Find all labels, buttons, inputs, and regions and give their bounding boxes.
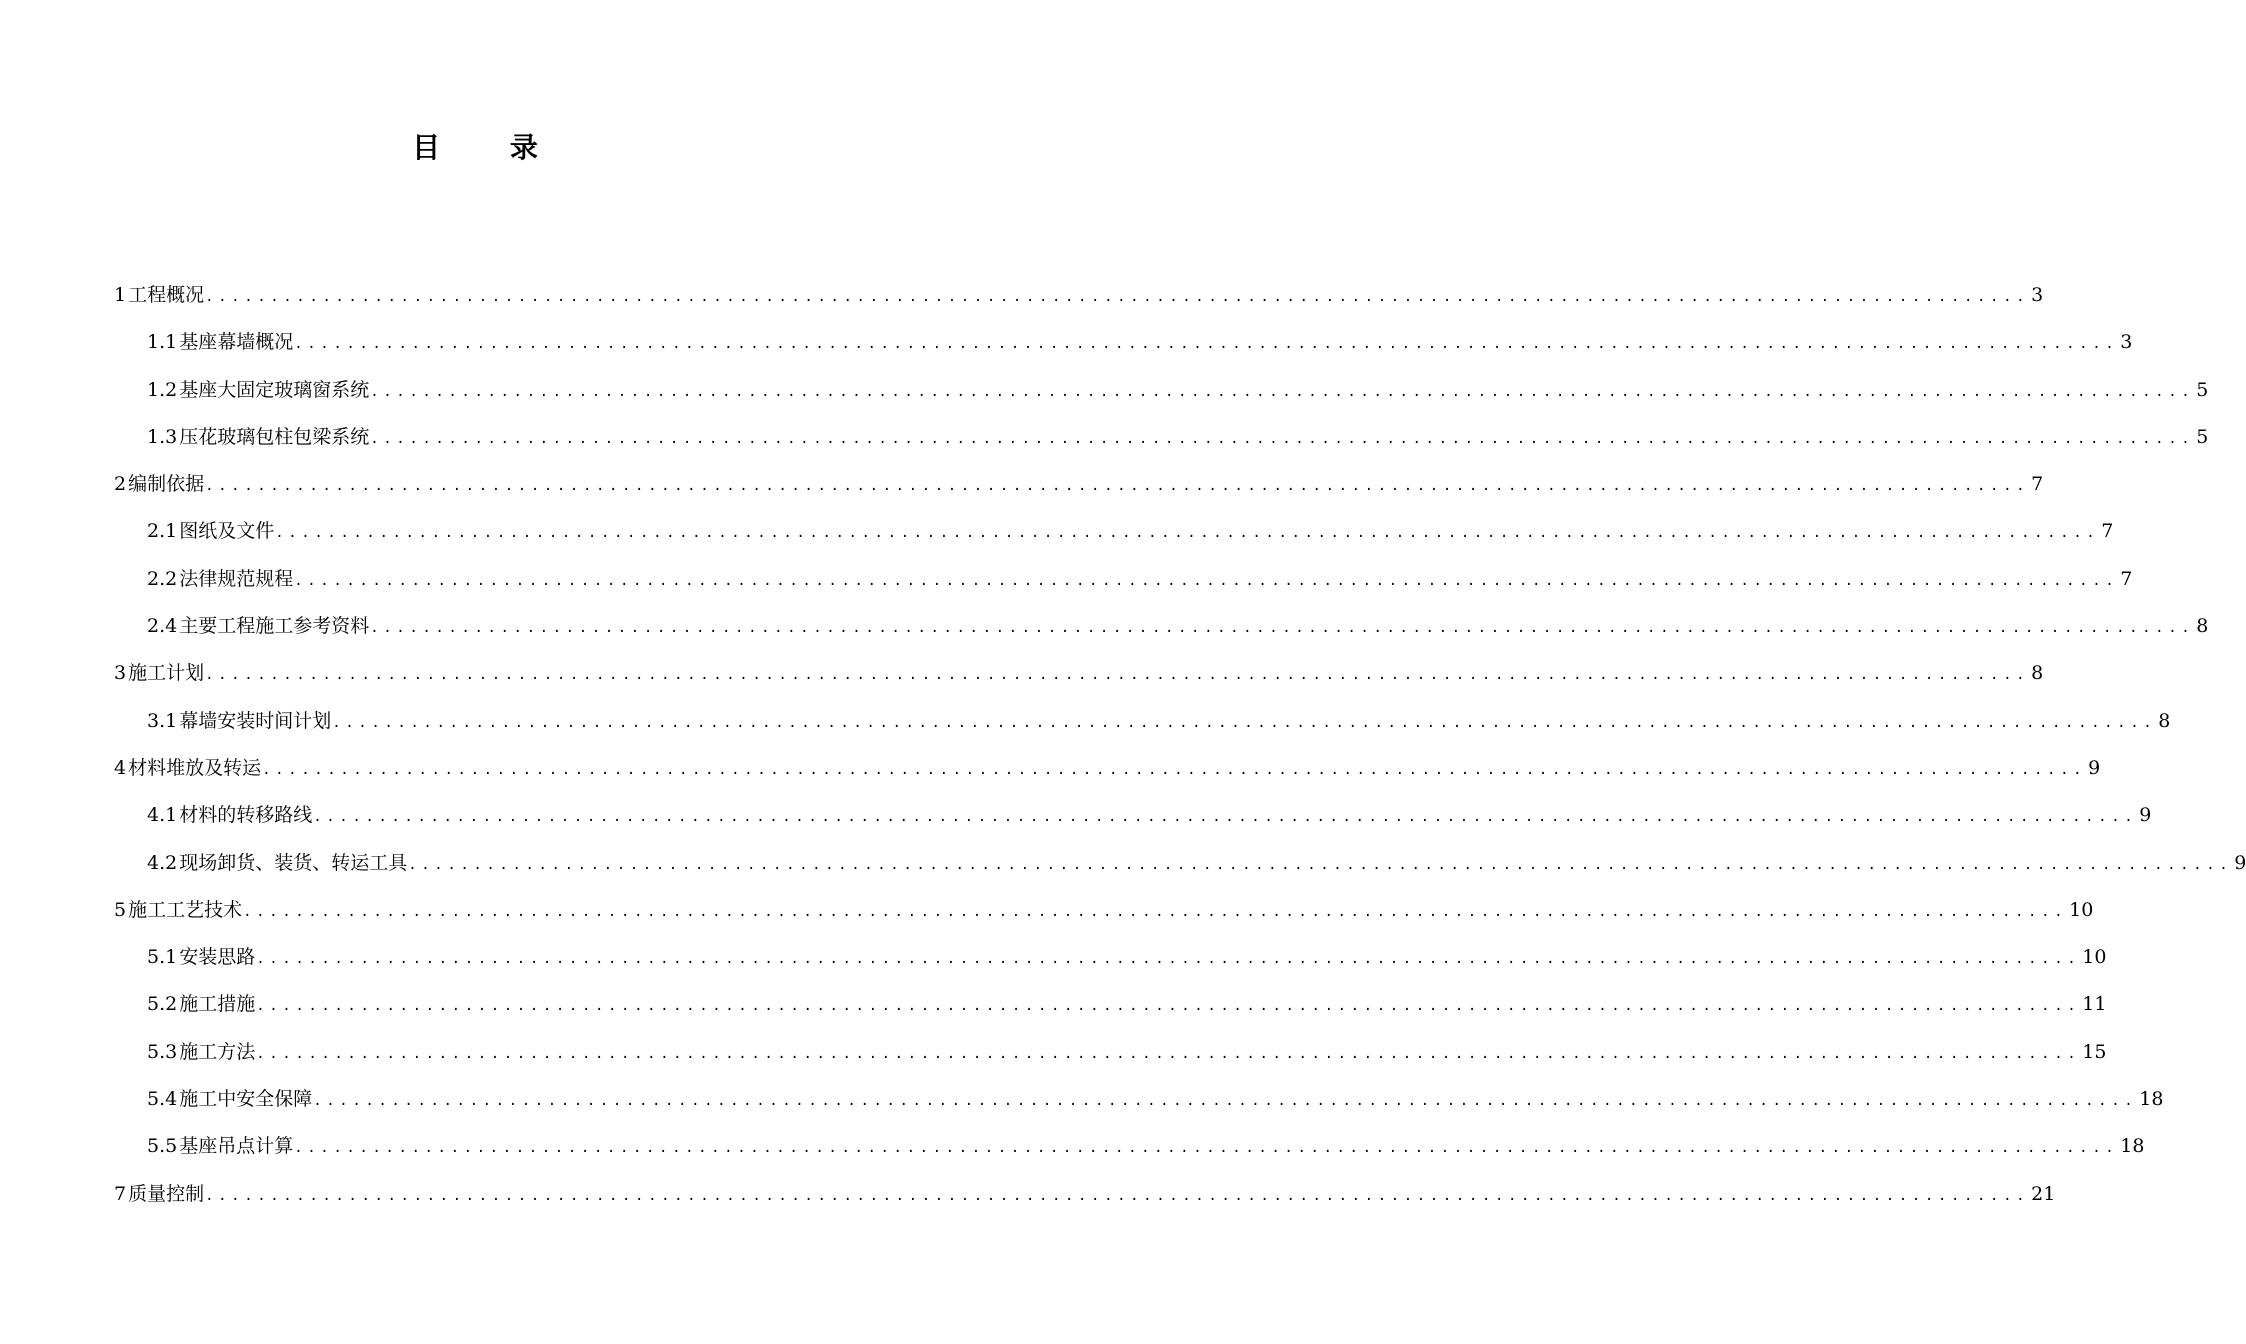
toc-entry-number: 5.2: [147, 993, 178, 1016]
toc-entry-number: 3: [114, 662, 127, 685]
toc-entry-page: 3: [2120, 331, 2133, 354]
toc-entry[interactable]: [114, 745, 2101, 792]
toc-leader-dots: ............................................................................................................................................: [256, 951, 2081, 968]
toc-entry-page: 11: [2082, 993, 2107, 1016]
toc-entry-title: 施工方法: [179, 1040, 256, 1063]
toc-entry-title: 施工措施: [179, 993, 256, 1016]
toc-entry[interactable]: [114, 1123, 2145, 1170]
toc-entry[interactable]: [114, 508, 2114, 555]
toc-entry-number: 5: [114, 898, 127, 921]
toc-leader-dots: ............................................................................................................................................: [370, 620, 2195, 637]
toc-entry[interactable]: [114, 934, 2107, 981]
toc-entry[interactable]: [114, 461, 2044, 508]
toc-entry-page: 7: [2120, 567, 2133, 590]
toc-entry-number: 2.1: [147, 520, 178, 543]
toc-entry-label: [147, 367, 369, 414]
toc-leader-dots: ............................................................................................................................................: [243, 903, 2068, 920]
toc-entry-label: [114, 650, 204, 697]
toc-entry-label: [147, 981, 255, 1028]
toc-entry-label: [114, 272, 204, 319]
toc-entry-page: 18: [2139, 1088, 2164, 1111]
toc-entry-label: [147, 556, 293, 603]
toc-entry[interactable]: [114, 698, 2171, 745]
toc-entry-page: 8: [2031, 662, 2044, 685]
toc-entry-number: 1.1: [147, 331, 178, 354]
toc-entry-title: 施工工艺技术: [128, 898, 243, 921]
toc-entry-page: 9: [2088, 756, 2101, 779]
toc-entry-label: [147, 840, 407, 887]
toc-leader-dots: ............................................................................................................................................: [408, 856, 2233, 873]
toc-entry-title: 主要工程施工参考资料: [179, 615, 370, 638]
toc-leader-dots: ............................................................................................................................................: [275, 525, 2100, 542]
toc-title: 目 录: [412, 131, 568, 164]
toc-entry[interactable]: [114, 603, 2209, 650]
toc-entry[interactable]: [114, 272, 2044, 319]
toc-entry[interactable]: [114, 1171, 2056, 1218]
toc-leader-dots: ............................................................................................................................................: [313, 1093, 2138, 1110]
toc-entry-number: 4: [114, 756, 127, 779]
toc-entry[interactable]: [114, 1029, 2107, 1076]
toc-entry-label: [114, 1171, 204, 1218]
toc-entry-title: 施工计划: [128, 662, 205, 685]
toc-entry[interactable]: [114, 650, 2044, 697]
toc-leader-dots: ............................................................................................................................................: [205, 667, 2030, 684]
toc-entry-label: [147, 698, 331, 745]
toc-entry-label: [114, 887, 242, 934]
toc-entry[interactable]: [114, 556, 2133, 603]
toc-entry[interactable]: [114, 887, 2094, 934]
toc-entry-title: 编制依据: [128, 473, 205, 496]
toc-leader-dots: ............................................................................................................................................: [294, 336, 2119, 353]
toc-entry-page: 15: [2082, 1040, 2107, 1063]
toc-entry-page: 9: [2139, 804, 2152, 827]
toc-entry-label: [147, 319, 293, 366]
toc-entry[interactable]: [114, 981, 2107, 1028]
toc-entry-title: 基座幕墙概况: [179, 331, 294, 354]
toc-entry-title: 材料的转移路线: [179, 804, 313, 827]
toc-leader-dots: ............................................................................................................................................: [256, 998, 2081, 1015]
toc-leader-dots: ............................................................................................................................................: [332, 714, 2157, 731]
toc-entry-label: [147, 414, 369, 461]
toc-entry-page: 8: [2158, 709, 2171, 732]
toc-entry-page: 5: [2196, 378, 2209, 401]
toc-entry-number: 2: [114, 473, 127, 496]
toc-entry-title: 法律规范规程: [179, 567, 294, 590]
toc-entry-label: [114, 461, 204, 508]
toc-entry-number: 5.5: [147, 1135, 178, 1158]
toc-entry-page: 21: [2031, 1182, 2056, 1205]
toc-leader-dots: ............................................................................................................................................: [262, 761, 2087, 778]
toc-entry-page: 3: [2031, 284, 2044, 306]
toc-entry-label: [147, 1123, 293, 1170]
toc-entry-label: [147, 934, 255, 981]
toc-entry-title: 基座吊点计算: [179, 1135, 294, 1158]
toc-entry-page: 7: [2031, 473, 2044, 496]
toc-entry-number: 2.2: [147, 567, 178, 590]
toc-entry-page: 10: [2069, 898, 2094, 921]
toc-leader-dots: ............................................................................................................................................: [205, 478, 2030, 495]
toc-leader-dots: ............................................................................................................................................: [370, 383, 2195, 400]
toc-entry-title: 质量控制: [128, 1182, 205, 1205]
toc-entry-page: 8: [2196, 615, 2209, 638]
toc-leader-dots: ............................................................................................................................................: [294, 1140, 2119, 1157]
toc-entry-number: 1.2: [147, 378, 178, 401]
toc-entry[interactable]: [114, 792, 2152, 839]
toc-entry-page: 18: [2120, 1135, 2145, 1158]
toc-leader-dots: ............................................................................................................................................: [256, 1045, 2081, 1062]
toc-entry-title: 工程概况: [128, 284, 205, 306]
toc-entry-number: 3.1: [147, 709, 178, 732]
toc-entry-title: 现场卸货、装货、转运工具: [179, 851, 408, 874]
toc-entry-number: 7: [114, 1182, 127, 1205]
toc-entry-number: 5.3: [147, 1040, 178, 1063]
toc-entry-label: [147, 1029, 255, 1076]
toc-entry-label: [147, 508, 274, 555]
toc-entry-page: 5: [2196, 425, 2209, 448]
toc-entry-number: 1: [114, 284, 127, 306]
toc-entry-number: 5.1: [147, 946, 178, 969]
toc-entry-label: [147, 792, 312, 839]
toc-entry[interactable]: [114, 1076, 2164, 1123]
toc-entry-page: 7: [2101, 520, 2114, 543]
toc-entry-title: 幕墙安装时间计划: [179, 709, 332, 732]
toc-entry-title: 基座大固定玻璃窗系统: [179, 378, 370, 401]
toc-leader-dots: ............................................................................................................................................: [370, 430, 2195, 447]
toc-entry[interactable]: [114, 367, 2209, 414]
toc-entry-number: 4.1: [147, 804, 178, 827]
toc-entry-number: 1.3: [147, 425, 178, 448]
toc-entry-page: 10: [2082, 946, 2107, 969]
toc-entry[interactable]: [114, 319, 2133, 366]
toc-entry-label: [147, 1076, 312, 1123]
toc-entry[interactable]: [114, 840, 2246, 887]
toc-entry-number: 2.4: [147, 615, 178, 638]
toc-entry-page: 9: [2234, 851, 2246, 874]
toc-leader-dots: ............................................................................................................................................: [205, 289, 2030, 305]
toc-entry[interactable]: [114, 414, 2209, 461]
toc-entry-title: 压花玻璃包柱包梁系统: [179, 425, 370, 448]
toc-entry-label: [147, 603, 369, 650]
toc-list: [114, 272, 2246, 1218]
toc-leader-dots: ............................................................................................................................................: [205, 1187, 2030, 1204]
toc-entry-label: [114, 745, 261, 792]
toc-leader-dots: ............................................................................................................................................: [313, 809, 2138, 826]
toc-entry-number: 5.4: [147, 1088, 178, 1111]
toc-entry-title: 安装思路: [179, 946, 256, 969]
toc-entry-title: 施工中安全保障: [179, 1088, 313, 1111]
toc-leader-dots: ............................................................................................................................................: [294, 572, 2119, 589]
toc-entry-number: 4.2: [147, 851, 178, 874]
toc-entry-title: 图纸及文件: [179, 520, 275, 543]
toc-entry-title: 材料堆放及转运: [128, 756, 262, 779]
